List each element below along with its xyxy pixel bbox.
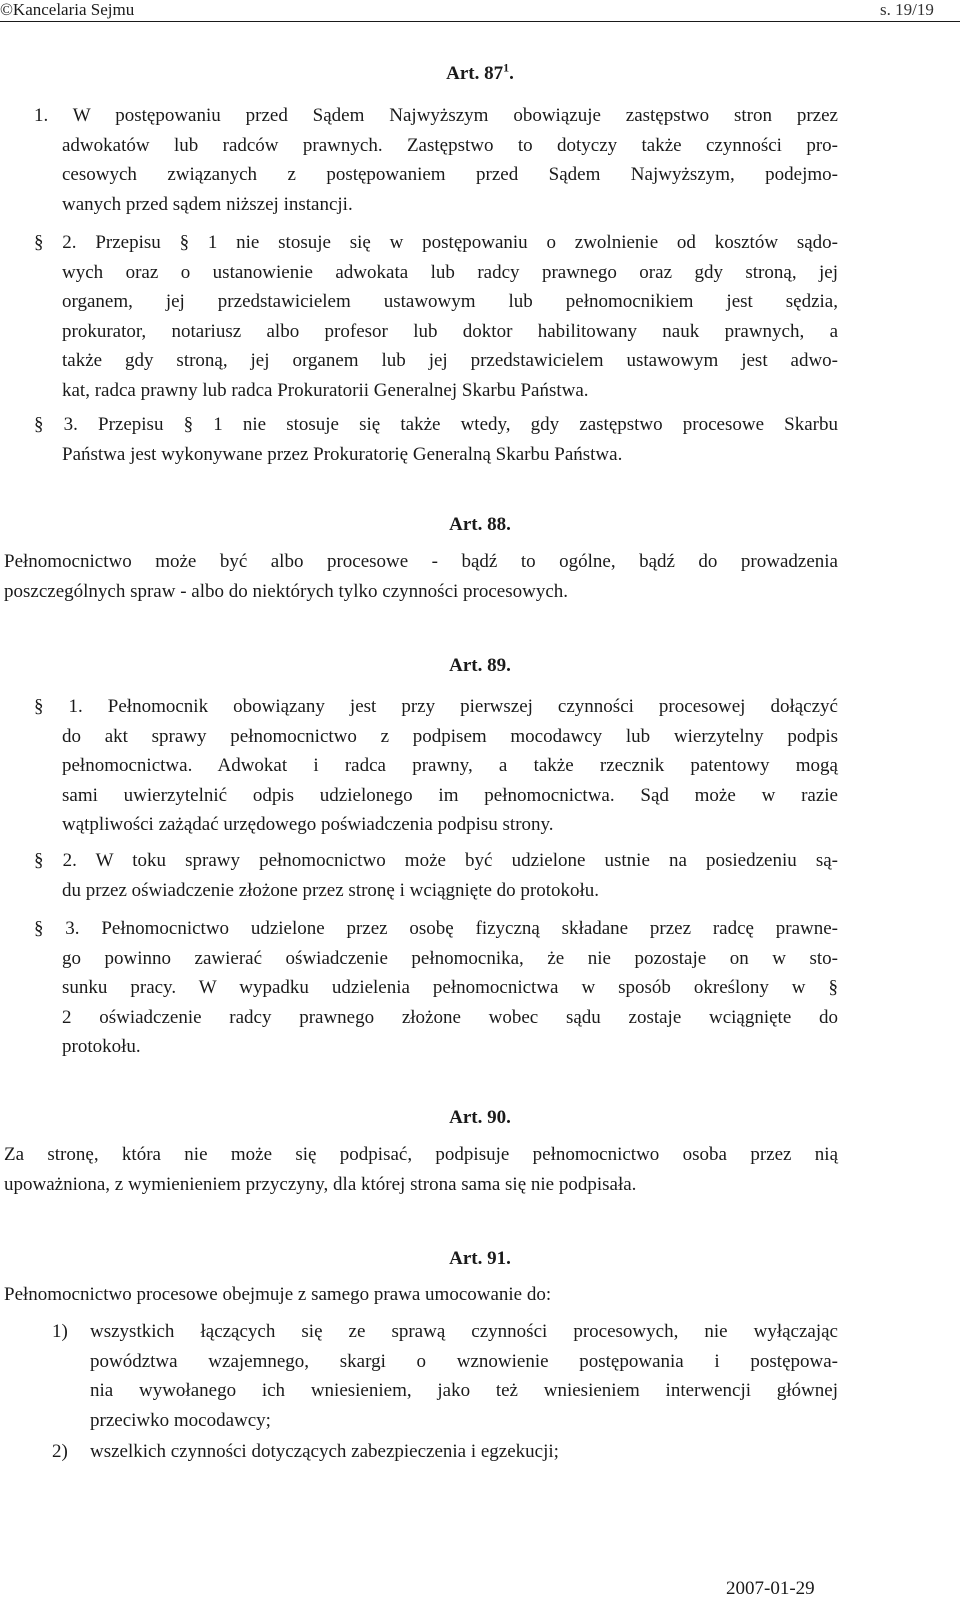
text-line: 2 oświadczenie radcy prawnego złożone wobec sądu zostaje wciągnięte do: [62, 1006, 838, 1028]
text-line: sami uwierzytelnić odpis udzielonego im pełnomocnictwa. Sąd może w razie: [62, 784, 838, 806]
art-87-1-heading: [0, 62, 960, 86]
text-line: poszczególnych spraw - albo do niektórych tylko czynności procesowych.: [4, 580, 569, 602]
text-line: § 2. W toku sprawy pełnomocnictwo może być udzielone ustnie na posiedzeniu są-: [34, 850, 838, 871]
text-line: upoważniona, z wymienieniem przyczyny, dla której strona sama się nie podpisała.: [4, 1173, 637, 1195]
art-87-1-para-1: [10, 101, 838, 219]
text-line: § 3. Przepisu § 1 nie stosuje się także wtedy, gdy zastępstwo procesowe Skarbu: [34, 414, 838, 435]
header-rule: [0, 21, 960, 22]
text-line: Za stronę, która nie może się podpisać, podpisuje pełnomocnictwo osoba przez nią: [4, 1144, 838, 1165]
art-91-item-2-number: 2): [52, 1441, 68, 1462]
text-line: cesowych związanych z postępowaniem przed Sądem Najwyższym, podejmo-: [62, 164, 838, 185]
art-90-heading: Art. 90.: [449, 1107, 511, 1128]
text-line: nia wywołanego ich wniesieniem, jako też wniesieniem interwencji głównej: [90, 1380, 838, 1401]
art-87-1-heading-superscript: 1: [503, 60, 510, 75]
art-88-heading: Art. 88.: [449, 514, 511, 535]
text-line: do akt sprawy pełnomocnictwo z podpisem mocodawcy lub wierzytelny podpis: [62, 725, 838, 747]
text-line: § 1. Pełnomocnik obowiązany jest przy pierwszej czynności procesowej dołączyć: [34, 696, 838, 717]
header-copyright: ©Kancelaria Sejmu: [0, 0, 135, 19]
text-line: Pełnomocnictwo może być albo procesowe - bądź to ogólne, bądź do prowadzenia: [4, 551, 838, 572]
text-line: § 2. Przepisu § 1 nie stosuje się w postępowaniu o zwolnienie od kosztów sądo-: [34, 232, 838, 253]
text-line: wych oraz o ustanowienie adwokata lub radcy prawnego oraz gdy stroną, jej: [62, 261, 838, 283]
text-line: kat, radca prawny lub radca Prokuratorii Generalnej Skarbu Państwa.: [62, 379, 589, 401]
art-87-1-para-2: [10, 228, 838, 405]
art-90-para-1: [4, 1140, 838, 1199]
art-87-1-heading-main: Art. 87: [446, 63, 504, 84]
text-line: du przez oświadczenie złożone przez stronę i wciągnięte do protokołu.: [62, 879, 600, 901]
art-91-heading: Art. 91.: [449, 1248, 511, 1269]
art-87-1-para-3: [10, 410, 838, 469]
text-line: go powinno zawierać oświadczenie pełnomocnika, że nie pozostaje on w sto-: [62, 947, 838, 969]
text-line: wszelkich czynności dotyczących zabezpieczenia i egzekucji;: [90, 1441, 559, 1462]
text-line: prokurator, notariusz albo profesor lub doktor habilitowany nauk prawnych, a: [62, 320, 838, 342]
text-line: Pełnomocnictwo procesowe obejmuje z samego prawa umocowanie do:: [4, 1284, 552, 1305]
text-line: sunku pracy. W wypadku udzielenia pełnomocnictwa w sposób określony w §: [62, 977, 838, 998]
art-89-para-1: [10, 692, 838, 840]
text-line: pełnomocnictwa. Adwokat i radca prawny, a także rzecznik patentowy mogą: [62, 755, 838, 776]
text-line: 1. W postępowaniu przed Sądem Najwyższym obowiązuje zastępstwo stron przez: [34, 105, 838, 126]
art-88-para-1: [4, 547, 838, 606]
text-line: także gdy stroną, jej organem lub jej przedstawicielem ustawowym jest adwo-: [62, 350, 838, 371]
page-header: [0, 0, 960, 24]
art-91-item-2: [90, 1437, 838, 1467]
text-line: wanych przed sądem niższej instancji.: [62, 193, 353, 215]
footer-date: 2007-01-29: [726, 1578, 815, 1599]
art-91-item-1: [90, 1317, 838, 1435]
text-line: adwokatów lub radców prawnych. Zastępstwo to dotyczy także czynności pro-: [62, 134, 838, 156]
text-line: Państwa jest wykonywane przez Prokuratorię Generalną Skarbu Państwa.: [62, 443, 623, 465]
art-89-para-2: [10, 846, 838, 905]
art-91-intro: [4, 1280, 838, 1310]
text-line: wątpliwości zażądać urzędowego poświadczenia podpisu strony.: [62, 814, 554, 835]
text-line: protokołu.: [62, 1036, 141, 1057]
text-line: powództwa wzajemnego, skargi o wznowienie postępowania i postępowa-: [90, 1350, 838, 1372]
text-line: wszystkich łączących się ze sprawą czynności procesowych, nie wyłączając: [90, 1321, 838, 1342]
art-89-heading: Art. 89.: [449, 655, 511, 676]
art-91-item-1-number: 1): [52, 1321, 68, 1342]
art-87-1-heading-dot: .: [509, 63, 514, 84]
header-page-number: s. 19/19: [880, 0, 934, 19]
text-line: przeciwko mocodawcy;: [90, 1409, 271, 1431]
text-line: § 3. Pełnomocnictwo udzielone przez osobę fizyczną składane przez radcę prawne-: [34, 918, 838, 939]
text-line: organem, jej przedstawicielem ustawowym lub pełnomocnikiem jest sędzia,: [62, 291, 838, 312]
art-89-para-3: [10, 914, 838, 1062]
